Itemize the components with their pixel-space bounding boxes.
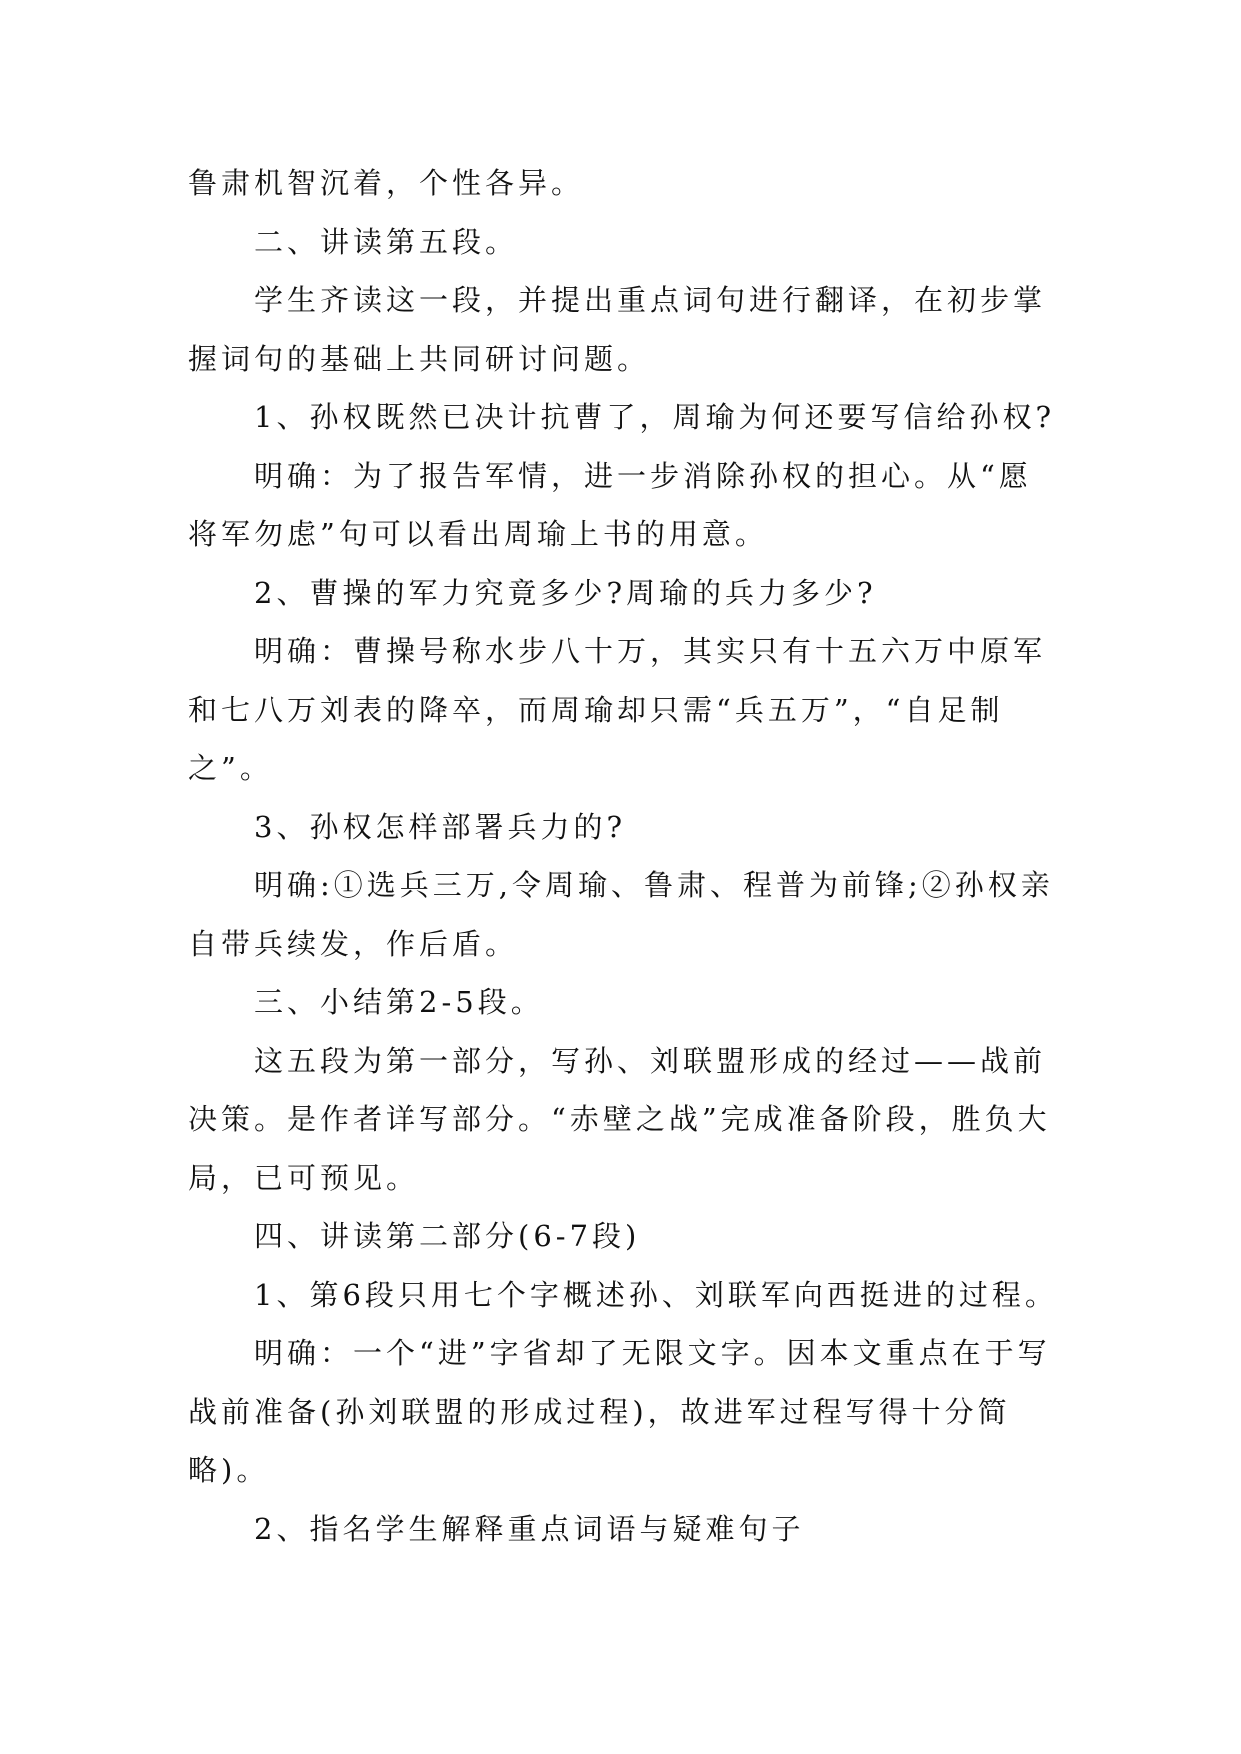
answer-1: 明确：为了报告军情，进一步消除孙权的担心。从“愿将军勿虑”句可以看出周瑜上书的用意。: [188, 458, 1032, 551]
item-1: 1、第6段只用七个字概述孙、刘联军向西挺进的过程。: [254, 1277, 1058, 1312]
paragraph-continuation: 鲁肃机智沉着，个性各异。: [188, 166, 585, 200]
question-1: 1、孙权既然已决计抗曹了，周瑜为何还要写信给孙权?: [254, 400, 1055, 434]
paragraph: 这五段为第一部分，写孙、刘联盟形成的经过——战前决策。是作者详写部分。“赤壁之战”完成准备阶段，胜负大局，已可预见。: [188, 1043, 1051, 1195]
document-body: [188, 154, 1058, 1558]
answer-2: 明确：曹操号称水步八十万，其实只有十五六万中原军和七八万刘表的降卒，而周瑜却只需“兵五万”，“自足制之”。: [188, 634, 1047, 785]
answer-3: 明确:①选兵三万,令周瑜、鲁肃、程普为前锋;②孙权亲自带兵续发，作后盾。: [188, 868, 1054, 961]
section-heading-2: 二、讲读第五段。: [254, 224, 519, 259]
section-heading-4: 四、讲读第二部分(6-7段): [254, 1219, 641, 1253]
item-2: 2、指名学生解释重点词语与疑难句子: [254, 1511, 805, 1546]
section-heading-3: 三、小结第2-5段。: [254, 985, 544, 1019]
answer-item-1: 明确：一个“进”字省却了无限文字。因本文重点在于写战前准备(孙刘联盟的形成过程)，故进军过程写得十分简略)。: [188, 1336, 1051, 1487]
question-3: 3、孙权怎样部署兵力的?: [254, 809, 626, 844]
paragraph: 学生齐读这一段，并提出重点词句进行翻译，在初步掌握词句的基础上共同研讨问题。: [188, 283, 1047, 376]
question-2: 2、曹操的军力究竟多少?周瑜的兵力多少?: [254, 575, 877, 610]
